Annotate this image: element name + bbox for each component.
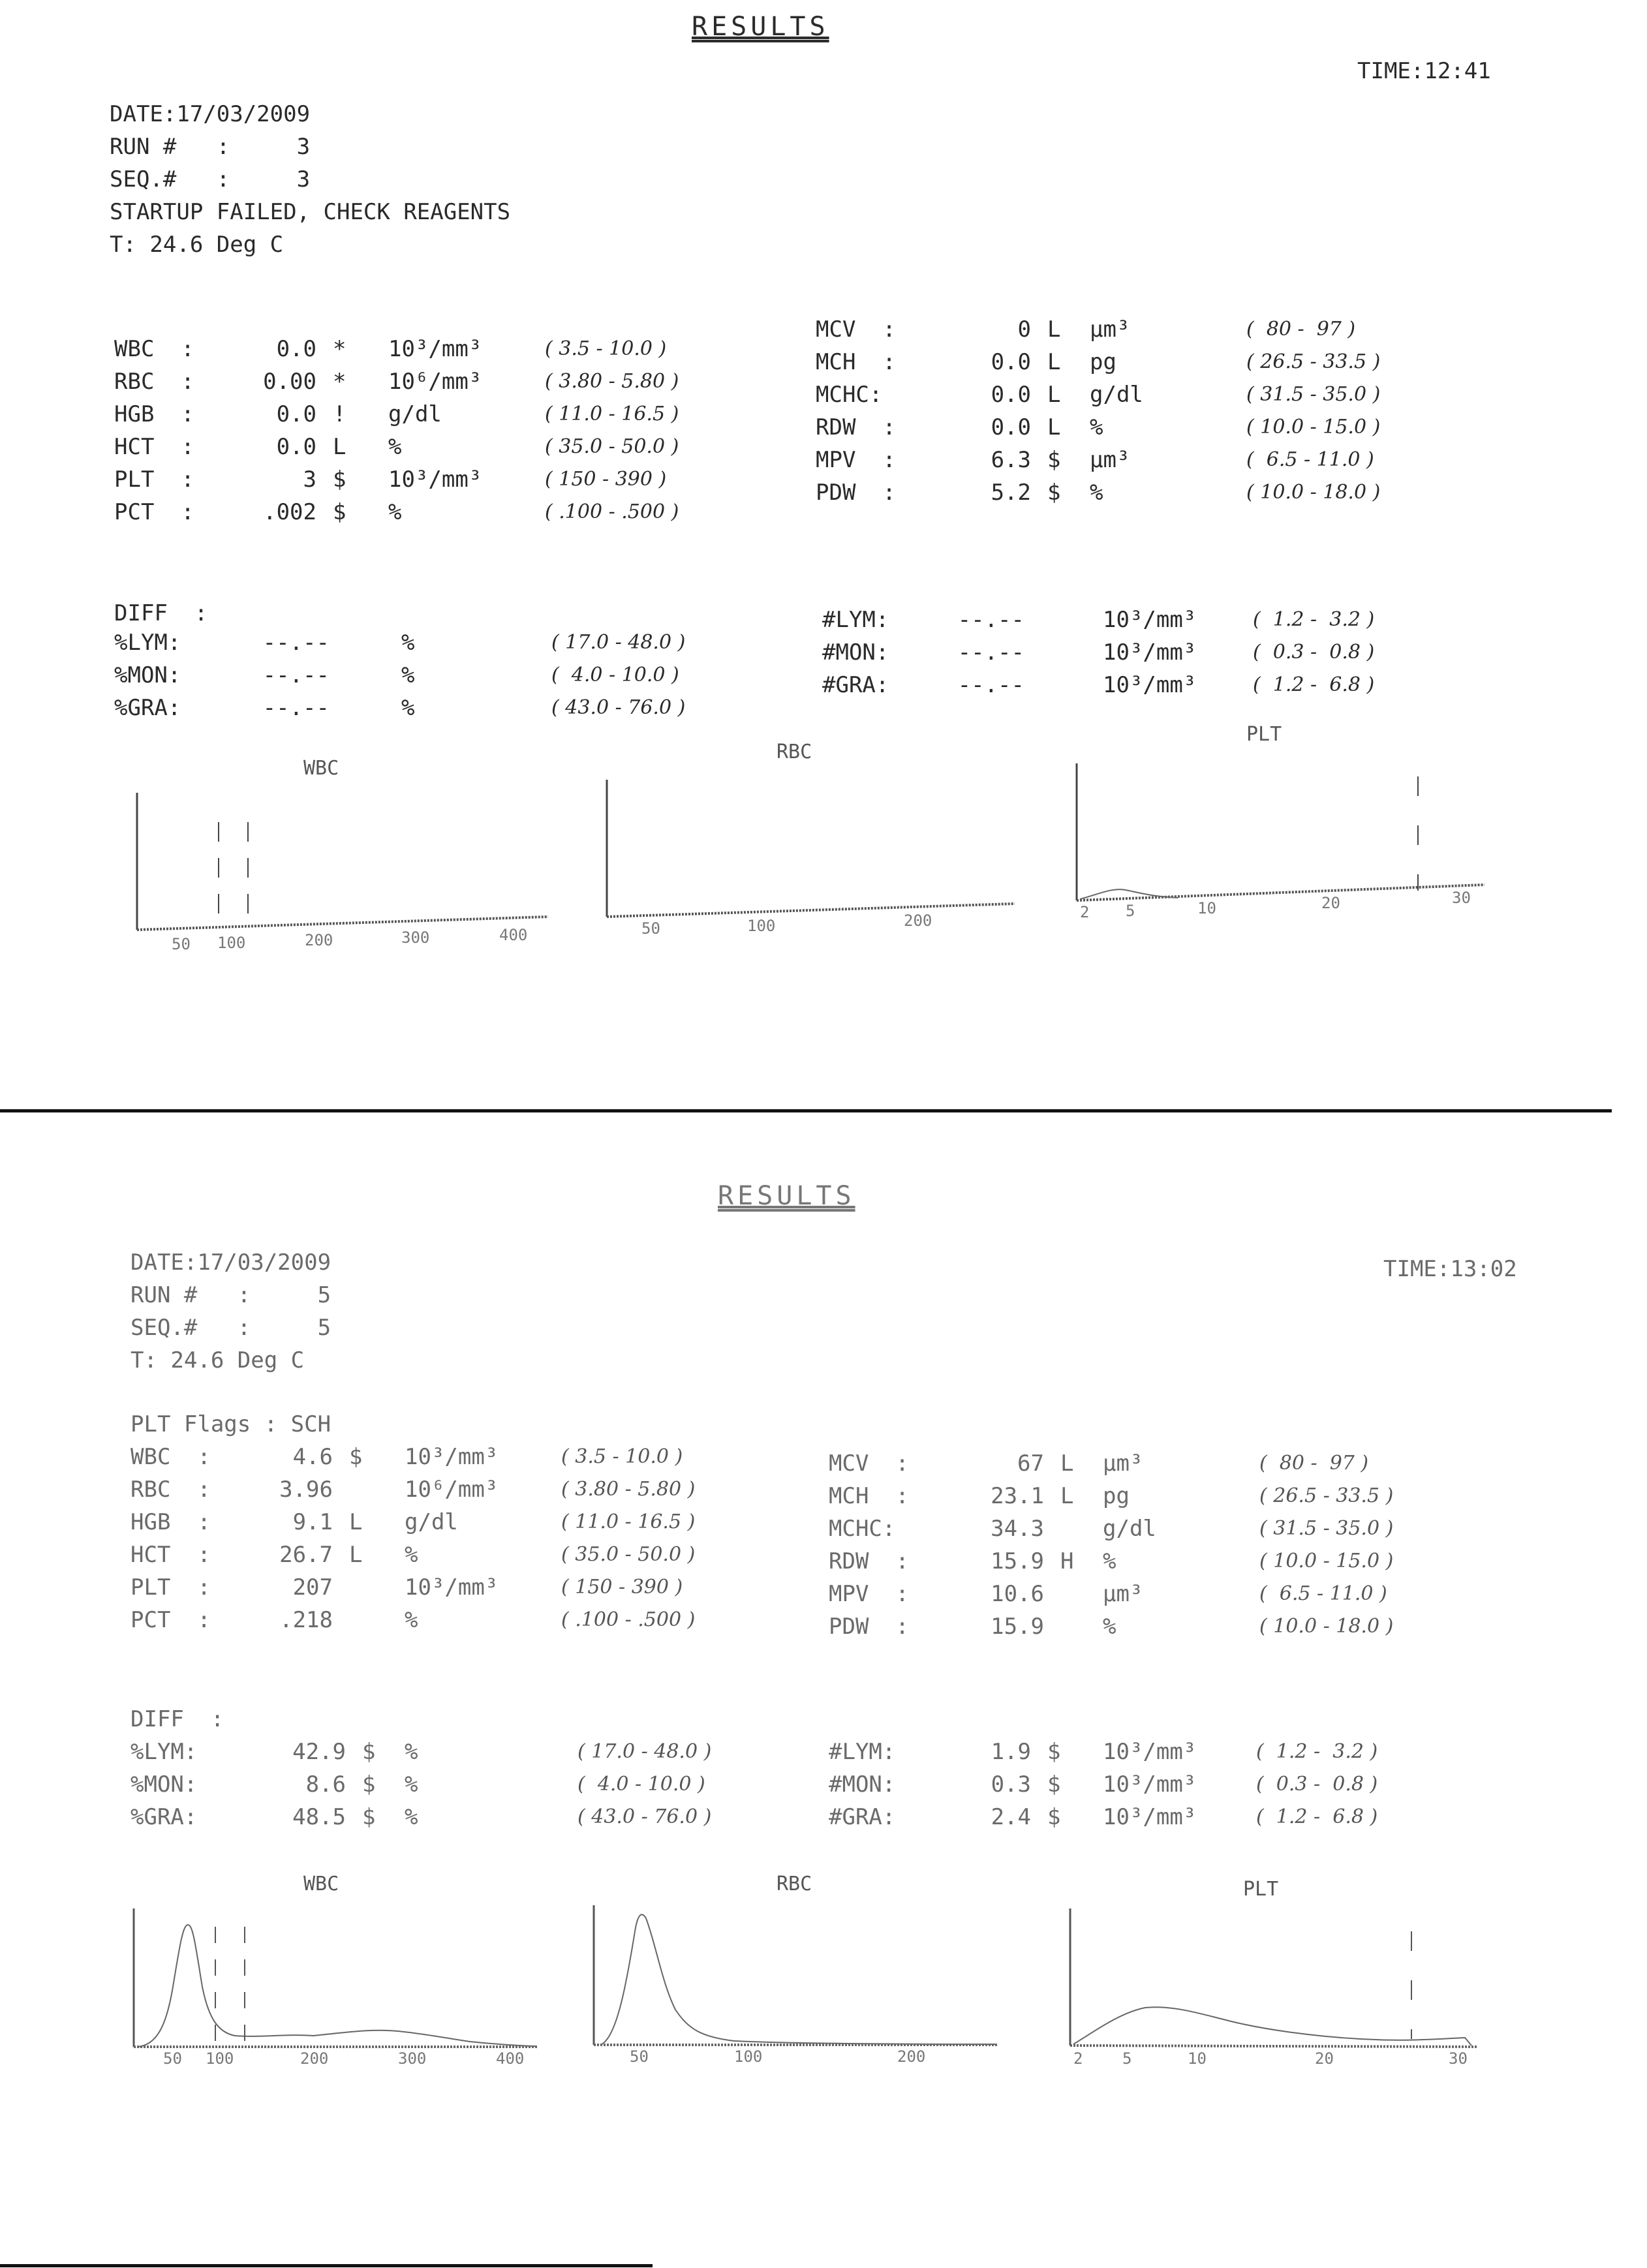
diff-row — [114, 659, 767, 692]
param-unit: 10⁶/mm³ — [388, 369, 482, 395]
histogram-tick: 100 — [206, 2049, 234, 2068]
param-row — [829, 1447, 1481, 1480]
param-row — [114, 398, 767, 431]
status-message: STARTUP FAILED, CHECK REAGENTS — [110, 199, 511, 225]
histogram-tick: 100 — [734, 2047, 763, 2066]
histogram-tick: 2 — [1080, 903, 1090, 921]
param-range: ( 11.0 - 16.5 ) — [545, 403, 679, 425]
diff-unit: 10³/mm³ — [1103, 1804, 1197, 1830]
histogram-tick: 5 — [1122, 2049, 1132, 2068]
diff-range: ( 43.0 - 76.0 ) — [577, 1805, 712, 1828]
diff-range: ( 1.2 - 6.8 ) — [1256, 1805, 1378, 1828]
param-unit: µm³ — [1103, 1450, 1143, 1477]
param-label: RBC : — [114, 369, 194, 395]
diff-range: ( 4.0 - 10.0 ) — [577, 1773, 705, 1796]
report-title: RESULTS — [718, 1181, 855, 1211]
diff-range: ( 4.0 - 10.0 ) — [551, 664, 679, 686]
diff-unit: 10³/mm³ — [1103, 639, 1197, 666]
diff-row — [114, 692, 767, 724]
param-flag: L — [349, 1542, 363, 1568]
param-label: RDW : — [816, 414, 896, 440]
histogram-tick: 20 — [1321, 894, 1340, 912]
diff-value: 1.9 — [991, 1739, 1031, 1765]
param-flag: L — [1047, 349, 1061, 375]
param-range: ( 3.5 - 10.0 ) — [561, 1445, 683, 1468]
param-row — [131, 1506, 783, 1539]
histogram-plt-svg — [1073, 763, 1491, 920]
param-range: ( 150 - 390 ) — [561, 1576, 683, 1599]
histogram-curve — [600, 1914, 995, 2045]
histogram-wbc-svg — [134, 793, 551, 953]
param-flag: $ — [333, 467, 346, 493]
report-date: DATE:17/03/2009 — [110, 101, 311, 127]
run-number: RUN # : 5 — [131, 1282, 331, 1308]
temperature: T: 24.6 Deg C — [131, 1347, 305, 1373]
param-range: ( 6.5 - 11.0 ) — [1259, 1582, 1387, 1605]
param-flag: L — [1047, 382, 1061, 408]
param-row — [829, 1480, 1481, 1512]
param-unit: % — [1103, 1614, 1116, 1640]
param-label: PLT : — [114, 467, 194, 493]
param-flag: L — [1047, 414, 1061, 440]
diff-range: ( 17.0 - 48.0 ) — [577, 1740, 712, 1763]
param-label: MCH : — [816, 349, 896, 375]
histogram-tick: 30 — [1452, 889, 1471, 907]
sequence-number: SEQ.# : 5 — [131, 1315, 331, 1341]
param-value: 3 — [303, 467, 316, 493]
param-label: MCHC: — [829, 1516, 896, 1542]
param-unit: % — [388, 434, 402, 460]
diff-label: %LYM: — [131, 1739, 198, 1765]
diff-row — [822, 604, 1475, 636]
param-label: PDW : — [816, 480, 896, 506]
param-row — [829, 1610, 1481, 1643]
diff-label: #GRA: — [829, 1804, 896, 1830]
param-range: ( 26.5 - 33.5 ) — [1259, 1484, 1394, 1507]
diff-range: ( 1.2 - 3.2 ) — [1256, 1740, 1378, 1763]
param-label: MPV : — [829, 1581, 909, 1607]
histogram-axis-x — [607, 904, 1015, 917]
param-label: PCT : — [114, 499, 194, 525]
param-unit: % — [1103, 1548, 1116, 1574]
diff-value: --.-- — [957, 639, 1024, 666]
param-row — [114, 333, 767, 365]
param-label: RBC : — [131, 1477, 211, 1503]
param-range: ( 150 - 390 ) — [545, 468, 667, 491]
param-value: .002 — [263, 499, 316, 525]
param-label: PDW : — [829, 1614, 909, 1640]
diff-unit: % — [401, 695, 415, 721]
param-unit: % — [1090, 480, 1103, 506]
diff-flag: $ — [362, 1771, 376, 1798]
param-range: ( 11.0 - 16.5 ) — [561, 1510, 696, 1533]
sequence-number: SEQ.# : 3 — [110, 166, 311, 192]
param-range: ( 6.5 - 11.0 ) — [1246, 448, 1374, 471]
run-number: RUN # : 3 — [110, 134, 311, 160]
param-value: 9.1 — [292, 1509, 333, 1535]
param-row — [816, 378, 1468, 411]
histogram-tick: 400 — [496, 2049, 525, 2068]
param-label: HGB : — [131, 1509, 211, 1535]
param-value: 5.2 — [991, 480, 1031, 506]
histogram-tick: 100 — [747, 917, 776, 935]
report-time: TIME:13:02 — [1383, 1256, 1517, 1282]
histogram-tick: 100 — [217, 934, 246, 952]
histogram-tick: 20 — [1315, 2049, 1334, 2068]
diff-unit: 10³/mm³ — [1103, 672, 1197, 698]
param-value: .218 — [279, 1607, 333, 1633]
diff-label: %LYM: — [114, 630, 181, 656]
param-value: 15.9 — [991, 1614, 1044, 1640]
param-label: MCV : — [829, 1450, 909, 1477]
diff-row — [131, 1801, 783, 1833]
param-flag: L — [349, 1509, 363, 1535]
diff-row — [829, 1768, 1481, 1801]
param-unit: 10³/mm³ — [405, 1574, 499, 1601]
diff-title: DIFF : — [131, 1706, 224, 1732]
diff-label: %MON: — [131, 1771, 198, 1798]
param-row — [816, 411, 1468, 444]
param-range: ( 10.0 - 18.0 ) — [1259, 1615, 1394, 1638]
param-flag: * — [333, 369, 346, 395]
param-label: MCH : — [829, 1483, 909, 1509]
diff-row — [131, 1736, 783, 1768]
diff-label: %MON: — [114, 662, 181, 688]
diff-value: --.-- — [262, 695, 330, 721]
diff-row — [131, 1768, 783, 1801]
param-value: 0.0 — [276, 336, 316, 362]
diff-value: 48.5 — [292, 1804, 346, 1830]
param-value: 26.7 — [279, 1542, 333, 1568]
diff-unit: % — [401, 662, 415, 688]
param-unit: pg — [1090, 349, 1116, 375]
param-unit: µm³ — [1090, 316, 1130, 343]
histogram-curve — [137, 1925, 535, 2047]
histogram-tick: 30 — [1449, 2049, 1468, 2068]
param-label: PLT : — [131, 1574, 211, 1601]
param-range: ( 10.0 - 18.0 ) — [1246, 481, 1381, 504]
param-range: ( 26.5 - 33.5 ) — [1246, 350, 1381, 373]
param-row — [816, 476, 1468, 509]
param-flag: $ — [349, 1444, 363, 1470]
histogram-wbc-svg — [131, 1908, 548, 2068]
diff-value: --.-- — [262, 630, 330, 656]
histogram-tick: 200 — [305, 931, 333, 949]
diff-value: 42.9 — [292, 1739, 346, 1765]
histogram-tick: 10 — [1197, 899, 1216, 917]
diff-unit: % — [405, 1771, 418, 1798]
diff-unit: % — [405, 1739, 418, 1765]
diff-unit: 10³/mm³ — [1103, 1771, 1197, 1798]
param-value: 0 — [1017, 316, 1031, 343]
param-value: 23.1 — [991, 1483, 1044, 1509]
param-range: ( 31.5 - 35.0 ) — [1259, 1517, 1394, 1540]
report-date: DATE:17/03/2009 — [131, 1249, 331, 1276]
histogram-title-wbc: WBC — [303, 757, 339, 780]
histogram-tick: 300 — [398, 2049, 427, 2068]
param-row — [131, 1604, 783, 1636]
param-unit: µm³ — [1090, 447, 1130, 473]
diff-flag: $ — [1047, 1804, 1061, 1830]
histogram-rbc-svg — [591, 1905, 1008, 2066]
param-row — [829, 1578, 1481, 1610]
histogram-wbc — [131, 1908, 548, 2068]
param-unit: g/dl — [1103, 1516, 1156, 1542]
diff-row — [822, 636, 1475, 669]
param-unit: 10³/mm³ — [388, 467, 482, 493]
histogram-tick: 50 — [641, 919, 660, 938]
param-value: 4.6 — [292, 1444, 333, 1470]
histogram-rbc — [591, 1905, 1008, 2064]
param-label: HCT : — [131, 1542, 211, 1568]
diff-label: #MON: — [829, 1771, 896, 1798]
diff-title: DIFF : — [114, 600, 208, 626]
paper-edge — [0, 1109, 1612, 1112]
diff-range: ( 1.2 - 6.8 ) — [1253, 673, 1375, 696]
param-row — [114, 496, 767, 529]
param-unit: % — [1090, 414, 1103, 440]
diff-row — [829, 1736, 1481, 1768]
param-range: ( 35.0 - 50.0 ) — [545, 435, 679, 458]
param-row — [131, 1473, 783, 1506]
diff-unit: 10³/mm³ — [1103, 607, 1197, 633]
histogram-rbc — [604, 780, 1021, 939]
diff-row — [114, 626, 767, 659]
diff-range: ( 17.0 - 48.0 ) — [551, 631, 686, 654]
report-time: TIME:12:41 — [1357, 58, 1491, 84]
param-value: 0.0 — [276, 401, 316, 427]
histogram-wbc — [134, 793, 551, 952]
param-unit: 10⁶/mm³ — [405, 1477, 499, 1503]
histogram-tick: 10 — [1188, 2049, 1207, 2068]
param-range: ( .100 - .500 ) — [561, 1608, 696, 1631]
param-unit: µm³ — [1103, 1581, 1143, 1607]
diff-label: #LYM: — [829, 1739, 896, 1765]
diff-label: #MON: — [822, 639, 889, 666]
diff-range: ( 0.3 - 0.8 ) — [1253, 641, 1375, 664]
param-range: ( 3.5 - 10.0 ) — [545, 337, 667, 360]
param-flag: ! — [333, 401, 346, 427]
param-range: ( 10.0 - 15.0 ) — [1259, 1550, 1394, 1572]
histogram-title-plt: PLT — [1243, 1878, 1279, 1901]
diff-value: --.-- — [957, 672, 1024, 698]
diff-unit: % — [401, 630, 415, 656]
paper-edge — [0, 2264, 653, 2267]
param-flag: H — [1060, 1548, 1074, 1574]
diff-flag: $ — [362, 1739, 376, 1765]
histogram-title-plt: PLT — [1246, 723, 1282, 746]
param-range: ( 35.0 - 50.0 ) — [561, 1543, 696, 1566]
param-label: HGB : — [114, 401, 194, 427]
param-range: ( 80 - 97 ) — [1246, 318, 1356, 341]
param-label: HCT : — [114, 434, 194, 460]
param-row — [131, 1571, 783, 1604]
param-value: 6.3 — [991, 447, 1031, 473]
plt-flags: PLT Flags : SCH — [131, 1411, 331, 1437]
diff-value: --.-- — [262, 662, 330, 688]
diff-range: ( 0.3 - 0.8 ) — [1256, 1773, 1378, 1796]
param-value: 10.6 — [991, 1581, 1044, 1607]
diff-value: 2.4 — [991, 1804, 1031, 1830]
param-flag: * — [333, 336, 346, 362]
histogram-axis-x — [137, 917, 548, 930]
param-unit: g/dl — [1090, 382, 1143, 408]
diff-range: ( 1.2 - 3.2 ) — [1253, 608, 1375, 631]
param-value: 207 — [292, 1574, 333, 1601]
diff-label: #GRA: — [822, 672, 889, 698]
diff-flag: $ — [1047, 1771, 1061, 1798]
diff-label: %GRA: — [131, 1804, 198, 1830]
param-unit: 10³/mm³ — [388, 336, 482, 362]
param-row — [816, 444, 1468, 476]
param-label: WBC : — [131, 1444, 211, 1470]
param-row — [114, 431, 767, 463]
param-label: PCT : — [131, 1607, 211, 1633]
histogram-title-rbc: RBC — [777, 1873, 812, 1895]
histogram-plt — [1067, 1908, 1485, 2068]
report-title: RESULTS — [692, 12, 829, 42]
histogram-curve — [1073, 2007, 1471, 2046]
param-value: 0.0 — [276, 434, 316, 460]
histogram-axis-x — [1070, 2046, 1478, 2047]
param-value: 34.3 — [991, 1516, 1044, 1542]
histogram-title-wbc: WBC — [303, 1873, 339, 1895]
histogram-plt-svg — [1067, 1908, 1485, 2068]
histogram-tick: 50 — [163, 2049, 182, 2068]
diff-value: --.-- — [957, 607, 1024, 633]
param-range: ( 10.0 - 15.0 ) — [1246, 416, 1381, 438]
param-flag: $ — [1047, 480, 1061, 506]
diff-flag: $ — [362, 1804, 376, 1830]
param-row — [131, 1441, 783, 1473]
diff-label: %GRA: — [114, 695, 181, 721]
param-label: MCV : — [816, 316, 896, 343]
diff-unit: 10³/mm³ — [1103, 1739, 1197, 1765]
temperature: T: 24.6 Deg C — [110, 232, 284, 258]
param-label: RDW : — [829, 1548, 909, 1574]
param-value: 67 — [1017, 1450, 1044, 1477]
param-unit: % — [405, 1542, 418, 1568]
param-unit: 10³/mm³ — [405, 1444, 499, 1470]
param-range: ( 3.80 - 5.80 ) — [561, 1478, 696, 1501]
param-row — [114, 463, 767, 496]
histogram-tick: 200 — [897, 2047, 926, 2066]
param-label: MPV : — [816, 447, 896, 473]
histogram-tick: 50 — [630, 2047, 649, 2066]
diff-unit: % — [405, 1804, 418, 1830]
param-row — [816, 346, 1468, 378]
histogram-plt — [1073, 763, 1491, 923]
param-unit: % — [388, 499, 402, 525]
param-flag: L — [1060, 1450, 1074, 1477]
histogram-rbc-svg — [604, 780, 1021, 936]
param-row — [131, 1539, 783, 1571]
histogram-title-rbc: RBC — [777, 741, 812, 763]
histogram-tick: 50 — [172, 935, 191, 953]
param-row — [829, 1545, 1481, 1578]
diff-row — [829, 1801, 1481, 1833]
param-value: 15.9 — [991, 1548, 1044, 1574]
diff-range: ( 43.0 - 76.0 ) — [551, 696, 686, 719]
param-value: 3.96 — [279, 1477, 333, 1503]
diff-label: #LYM: — [822, 607, 889, 633]
param-unit: pg — [1103, 1483, 1130, 1509]
param-row — [114, 365, 767, 398]
param-row — [829, 1512, 1481, 1545]
param-label: WBC : — [114, 336, 194, 362]
param-value: 0.00 — [263, 369, 316, 395]
param-flag: L — [1060, 1483, 1074, 1509]
histogram-tick: 200 — [300, 2049, 329, 2068]
param-range: ( 80 - 97 ) — [1259, 1452, 1369, 1475]
param-range: ( 31.5 - 35.0 ) — [1246, 383, 1381, 406]
histogram-tick: 5 — [1126, 902, 1135, 920]
param-range: ( 3.80 - 5.80 ) — [545, 370, 679, 393]
diff-row — [822, 669, 1475, 701]
histogram-tick: 300 — [401, 928, 430, 947]
param-value: 0.0 — [991, 382, 1031, 408]
param-value: 0.0 — [991, 414, 1031, 440]
histogram-tick: 2 — [1073, 2049, 1083, 2068]
param-row — [816, 313, 1468, 346]
diff-value: 8.6 — [305, 1771, 346, 1798]
diff-flag: $ — [1047, 1739, 1061, 1765]
param-unit: % — [405, 1607, 418, 1633]
param-label: MCHC: — [816, 382, 883, 408]
diff-value: 0.3 — [991, 1771, 1031, 1798]
histogram-tick: 400 — [499, 926, 528, 944]
param-flag: L — [333, 434, 346, 460]
param-value: 0.0 — [991, 349, 1031, 375]
param-flag: L — [1047, 316, 1061, 343]
param-unit: g/dl — [405, 1509, 458, 1535]
param-flag: $ — [333, 499, 346, 525]
param-flag: $ — [1047, 447, 1061, 473]
param-range: ( .100 - .500 ) — [545, 500, 679, 523]
histogram-tick: 200 — [904, 912, 932, 930]
param-unit: g/dl — [388, 401, 442, 427]
